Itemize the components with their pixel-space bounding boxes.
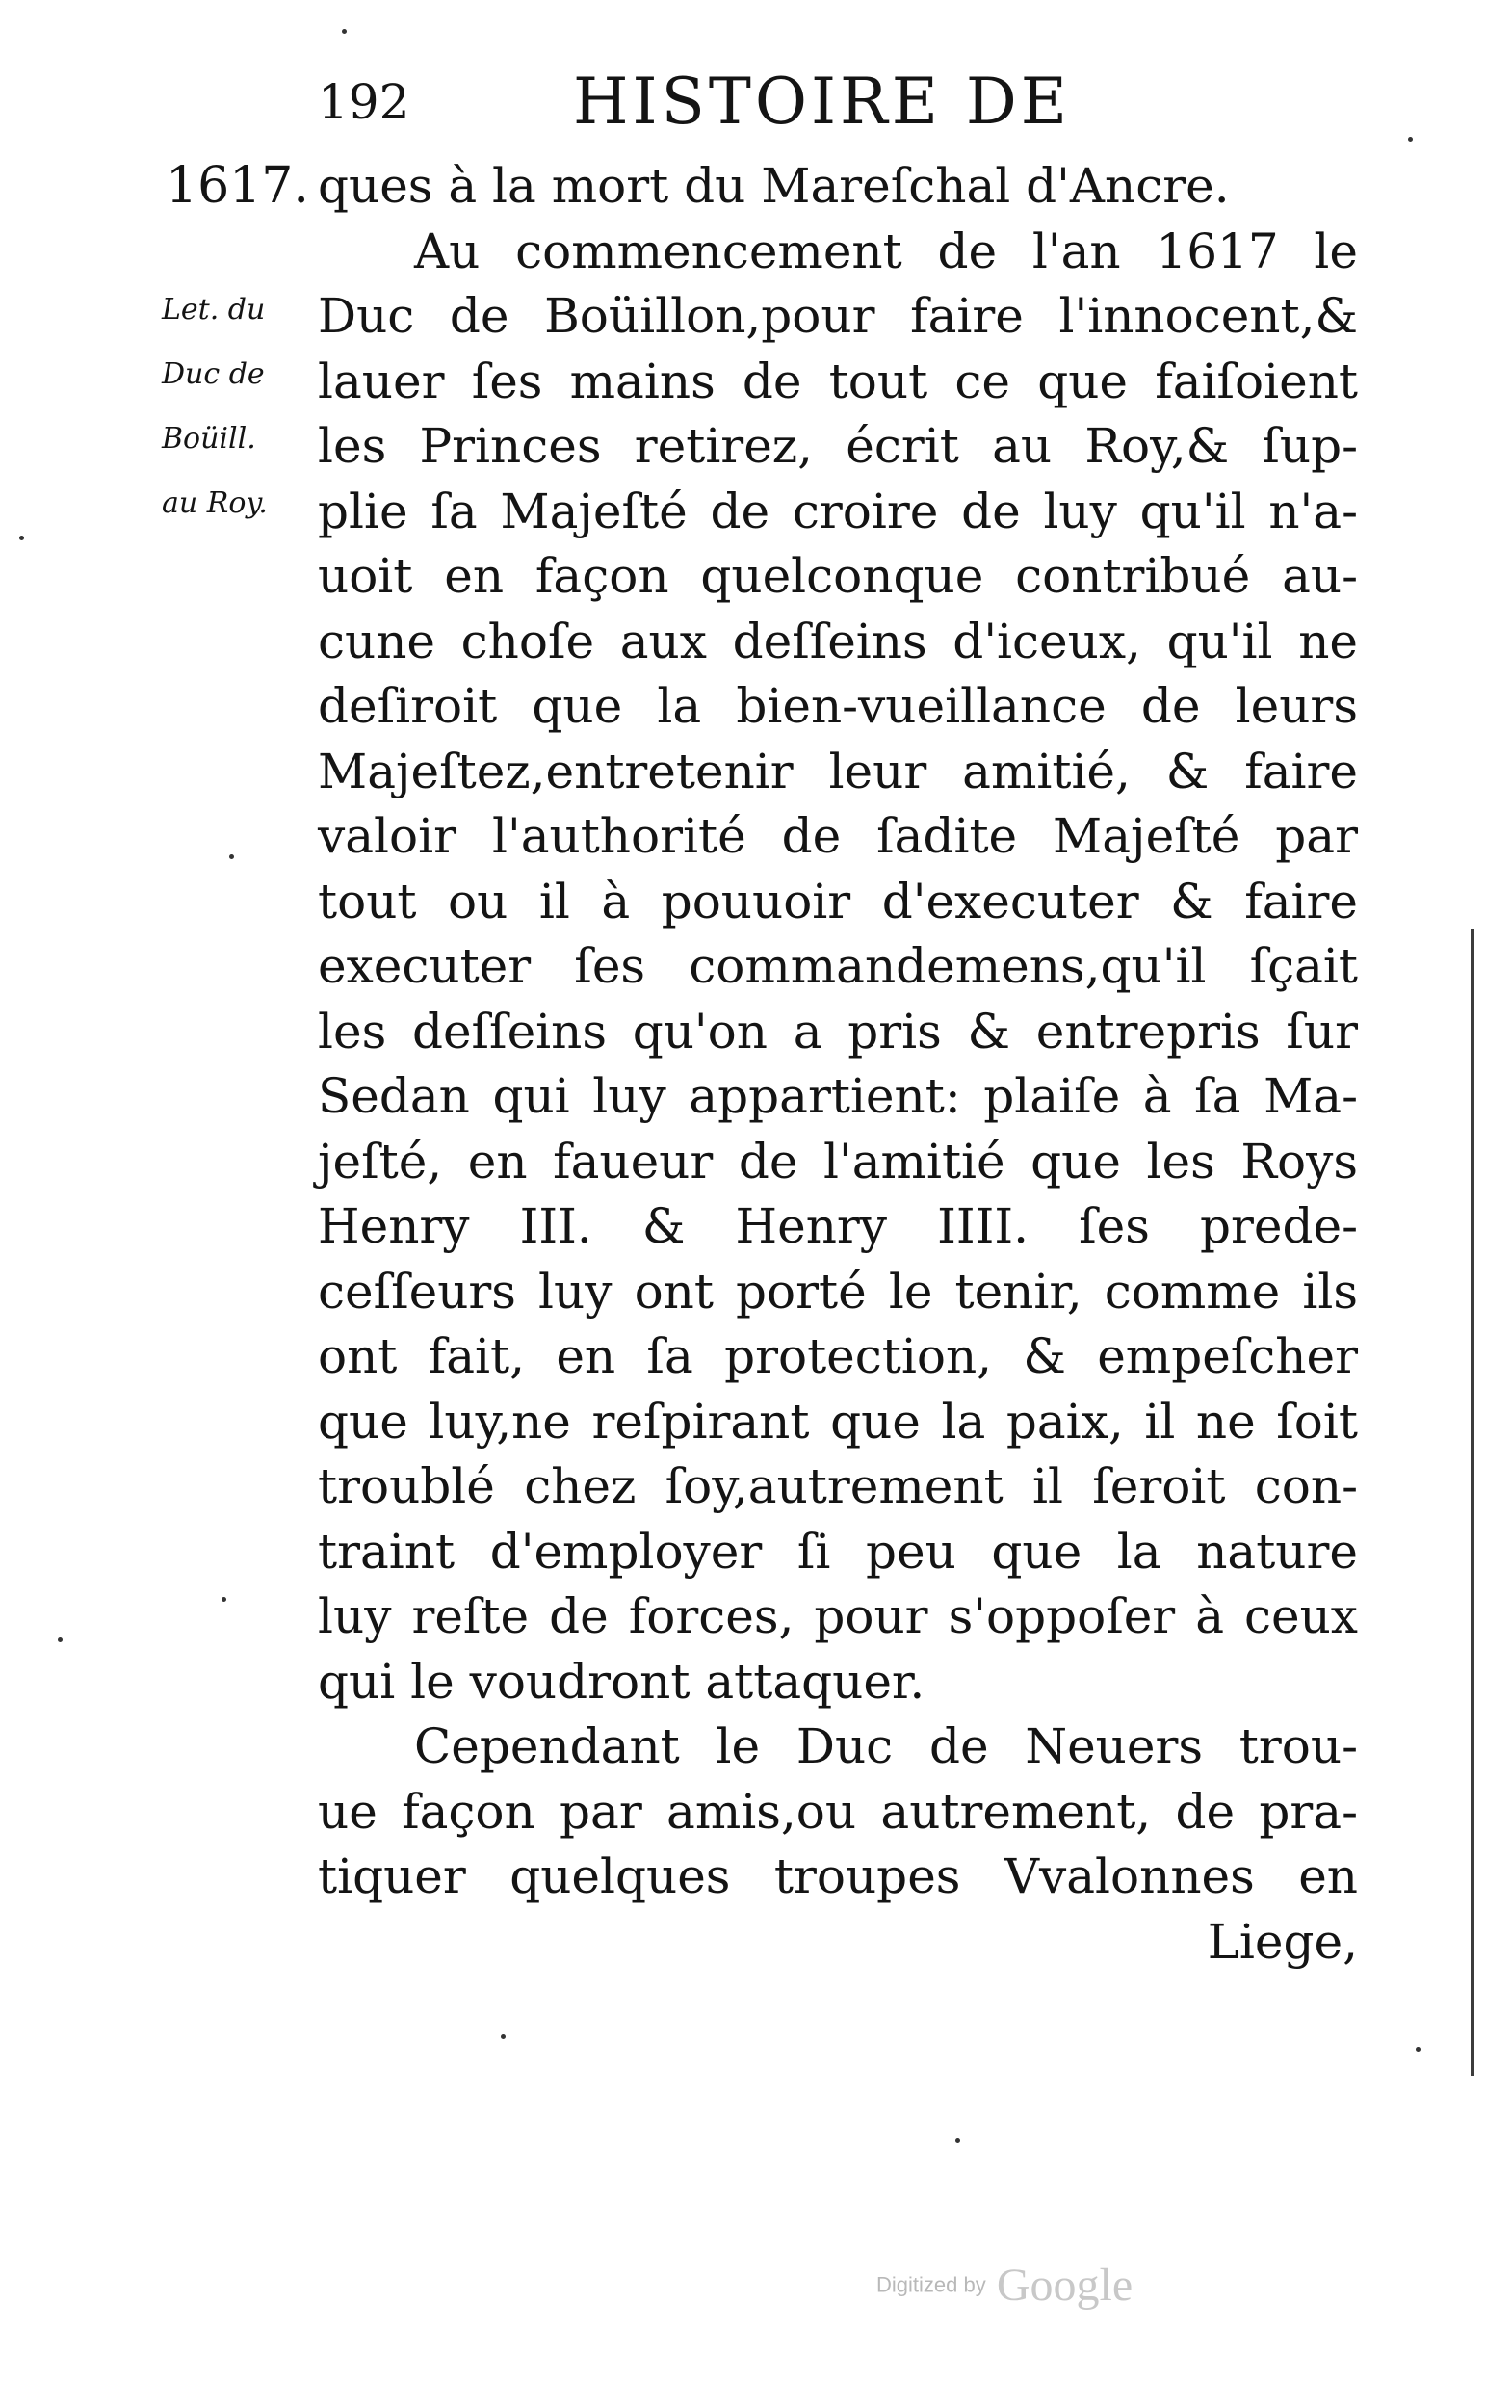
ink-speck [1416, 2047, 1421, 2052]
text-line: valoir l'authorité de ſadite Majeſté par [318, 808, 1358, 864]
running-title: HISTOIRE DE [573, 65, 1071, 139]
digitized-watermark [876, 2259, 1242, 2311]
text-line: Au commencement de l'an 1617 le [414, 222, 1358, 279]
ink-speck [955, 2138, 960, 2143]
text-line: deſiroit que la bien-vueillance de leurs [318, 678, 1358, 734]
ink-speck [501, 2034, 506, 2039]
ink-speck [222, 1597, 226, 1602]
ink-speck [19, 536, 24, 540]
side-note-line: Let. du [162, 293, 266, 327]
text-line: ue façon par amis,ou autrement, de pra- [318, 1783, 1358, 1840]
catchword: Liege, [1207, 1913, 1358, 1970]
text-line: les deſſeins qu'on a pris & entrepris ſur [318, 1003, 1358, 1060]
text-line: Sedan qui luy appartient: plaiſe à ſa Ma- [318, 1068, 1358, 1124]
ink-speck [1408, 137, 1413, 142]
margin-side-note [162, 277, 306, 536]
side-note-line: Duc de [162, 357, 265, 391]
text-line: plie ſa Majeſté de croire de luy qu'il n'a- [318, 483, 1358, 539]
side-note-line: au Roy. [162, 486, 268, 520]
text-line: luy reſte de forces, pour s'oppoſer à ceux [318, 1588, 1358, 1644]
google-logo: Google [996, 2260, 1134, 2311]
text-line: Henry III. & Henry IIII. ſes prede- [318, 1198, 1358, 1254]
text-line: tout ou il à pouuoir d'executer & faire [318, 873, 1358, 929]
text-line: cune choſe aux deſſeins d'iceux, qu'il ne [318, 613, 1358, 669]
text-line: Duc de Boüillon,pour faire l'innocent,& [318, 288, 1358, 344]
text-line: Majeſtez,entretenir leur amitié, & faire [318, 743, 1358, 799]
text-line: traint d'employer ſi peu que la nature [318, 1523, 1358, 1580]
side-note-line: Boüill. [162, 422, 256, 456]
text-line: ceſſeurs luy ont porté le tenir, comme ils [318, 1263, 1358, 1320]
text-line: tiquer quelques troupes Vvalonnes en [318, 1848, 1358, 1904]
text-line: troublé chez ſoy,autrement il ſeroit con- [318, 1458, 1358, 1514]
page-number: 192 [318, 74, 410, 130]
text-line: ques à la mort du Mareſchal d'Ancre. [318, 158, 1230, 214]
text-line: Cependant le Duc de Neuers trou- [414, 1718, 1358, 1774]
ink-speck [58, 1637, 63, 1642]
page-header [318, 67, 1185, 144]
text-line: executer ſes commandemens,qu'il ſçait [318, 938, 1358, 994]
text-line: que luy,ne reſpirant que la paix, il ne ſoit [318, 1393, 1358, 1450]
scan-edge-line [1471, 929, 1474, 2076]
text-line: lauer ſes mains de tout ce que faiſoient [318, 353, 1358, 409]
text-line: uoit en façon quelconque contribué au- [318, 548, 1358, 604]
text-line: qui le voudront attaquer. [318, 1653, 925, 1710]
ink-speck [229, 854, 234, 859]
ink-speck [342, 29, 347, 34]
text-line: les Princes retirez, écrit au Roy,& ſup- [318, 418, 1358, 474]
text-line: jeſté, en faueur de l'amitié que les Roys [318, 1133, 1358, 1190]
body-text [318, 154, 1358, 1975]
margin-year: 1617. [166, 157, 309, 215]
text-line: ont fait, en ſa protection, & empeſcher [318, 1328, 1358, 1384]
watermark-prefix: Digitized by [876, 2272, 986, 2297]
